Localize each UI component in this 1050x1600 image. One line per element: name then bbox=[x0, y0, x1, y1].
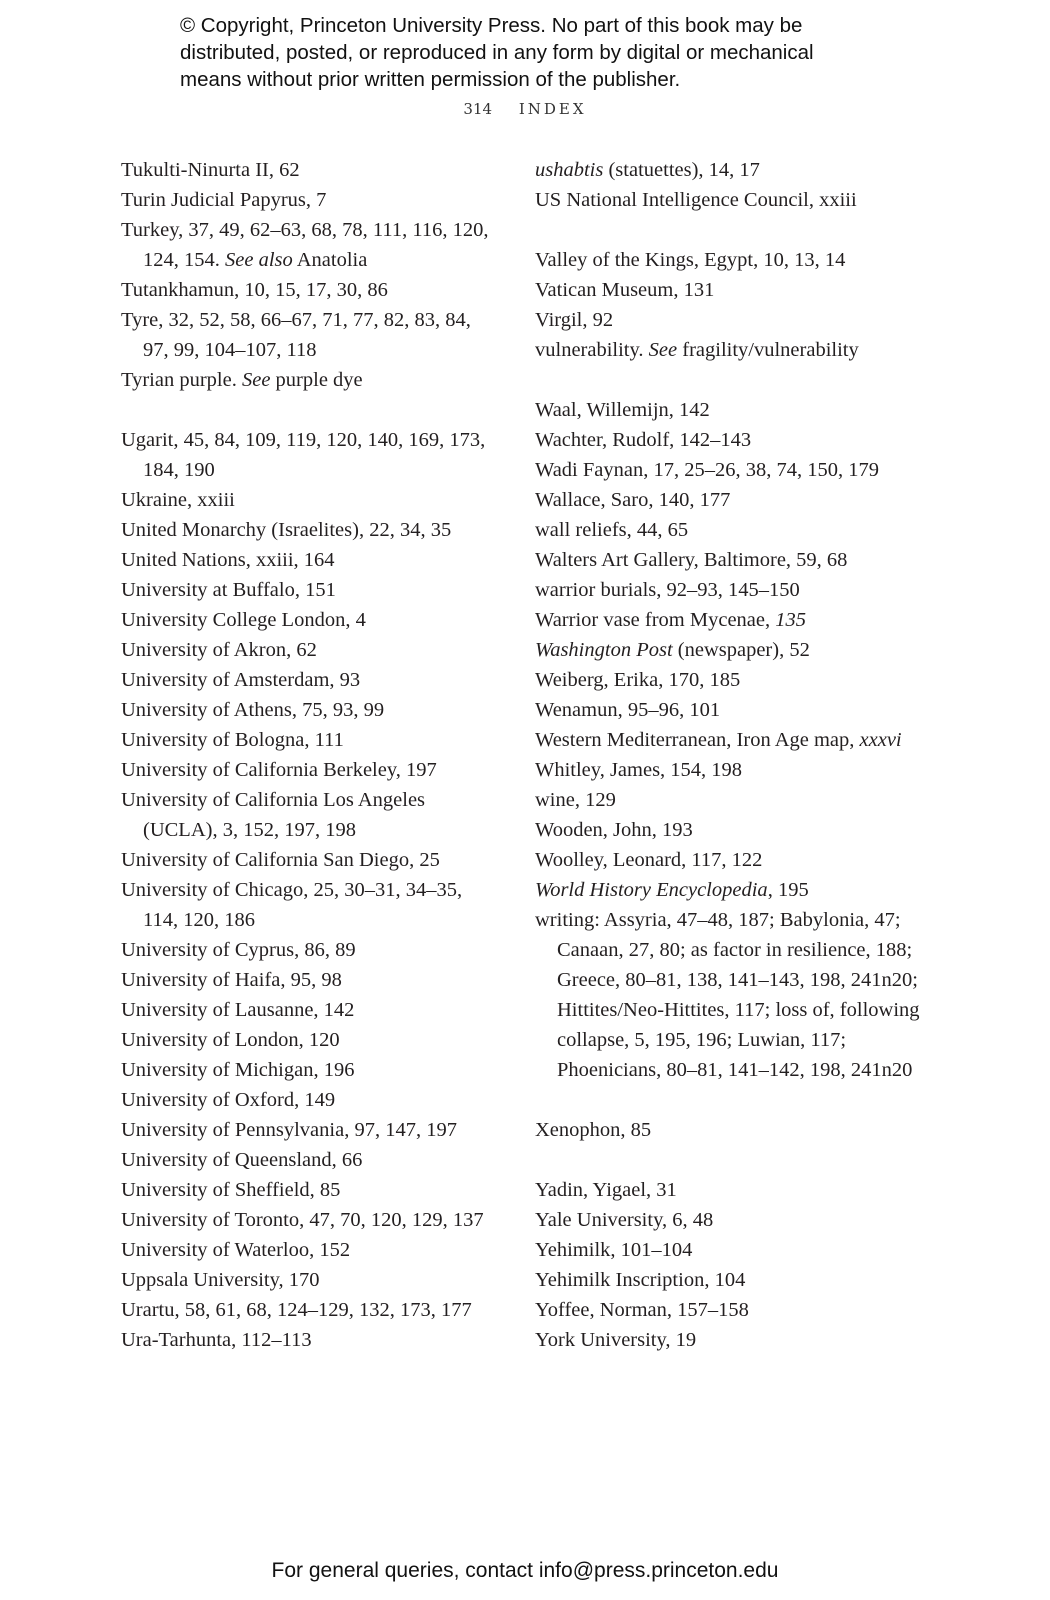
index-entry-text: vulnerability. bbox=[535, 339, 649, 361]
index-entry bbox=[121, 875, 501, 935]
index-entry bbox=[121, 485, 501, 515]
index-entry-text: Yale University, 6, 48 bbox=[535, 1209, 714, 1231]
index-entry bbox=[121, 305, 501, 365]
index-entry-text: Tyre, 32, 52, 58, 66–67, 71, 77, 82, 83, 84, 97, 99, 104–107, 118 bbox=[121, 309, 471, 361]
index-entry-text: Turkey, 37, 49, 62–63, 68, 78, 111, 116, 120, 124, 154. bbox=[121, 219, 489, 271]
index-entry-text: Ugarit, 45, 84, 109, 119, 120, 140, 169, 173, 184, 190 bbox=[121, 429, 486, 481]
index-entry bbox=[121, 1205, 501, 1235]
index-entry-text: writing: Assyria, 47–48, 187; Babylonia, 47; Canaan, 27, 80; as factor in resilience, 188; Greece, 80–81, 138, 141–143, 198, 241n20; Hittites/Neo-Hittites, 117; loss of, following collapse, 5, 195, 196; Luwian, 117; Phoenicians, 80–81, 141–142, 198, 241n20 bbox=[535, 909, 920, 1081]
index-entry bbox=[535, 665, 930, 695]
index-entry-text: University of Lausanne, 142 bbox=[121, 999, 355, 1021]
index-entry bbox=[121, 545, 501, 575]
index-entry bbox=[121, 755, 501, 785]
copyright-line-1: © Copyright, Princeton University Press. No part of this book may be bbox=[180, 14, 803, 37]
index-entry bbox=[535, 545, 930, 575]
index-entry bbox=[535, 1325, 930, 1355]
index-entry bbox=[535, 245, 930, 275]
index-entry-text: Vatican Museum, 131 bbox=[535, 279, 715, 301]
index-entry bbox=[535, 1265, 930, 1295]
index-entry bbox=[121, 425, 501, 485]
index-entry bbox=[121, 1145, 501, 1175]
index-entry bbox=[121, 1175, 501, 1205]
index-entry bbox=[121, 1325, 501, 1355]
index-entry-italic: See bbox=[241, 369, 271, 391]
index-entry bbox=[121, 665, 501, 695]
index-entry bbox=[535, 305, 930, 335]
index-entry bbox=[121, 1295, 501, 1325]
index-entry-text: warrior burials, 92–93, 145–150 bbox=[535, 579, 800, 601]
index-entry bbox=[535, 695, 930, 725]
index-entry-text: Valley of the Kings, Egypt, 10, 13, 14 bbox=[535, 249, 846, 271]
index-entry-text: University of Sheffield, 85 bbox=[121, 1179, 341, 1201]
index-entry bbox=[121, 605, 501, 635]
index-entry bbox=[121, 935, 501, 965]
index-entry bbox=[535, 1175, 930, 1205]
index-entry-text: University College London, 4 bbox=[121, 609, 366, 631]
index-entry-text: Uppsala University, 170 bbox=[121, 1269, 320, 1291]
index-entry-text: (statuettes), 14, 17 bbox=[603, 159, 760, 181]
letter-group-gap bbox=[535, 215, 930, 245]
index-entry-text: University of Michigan, 196 bbox=[121, 1059, 355, 1081]
index-entry-text: Virgil, 92 bbox=[535, 309, 614, 331]
index-entry-italic: World History Encyclopedia bbox=[535, 879, 768, 901]
index-entry-italic: xxxvi bbox=[859, 729, 902, 751]
index-entry-text: Yehimilk, 101–104 bbox=[535, 1239, 693, 1261]
index-entry bbox=[535, 515, 930, 545]
index-entry-text: Tyrian purple. bbox=[121, 369, 242, 391]
index-entry bbox=[121, 725, 501, 755]
index-entry bbox=[535, 755, 930, 785]
index-entry-text: , 195 bbox=[767, 879, 809, 901]
index-entry-text: University of Chicago, 25, 30–31, 34–35, 114, 120, 186 bbox=[121, 879, 463, 931]
index-entry bbox=[535, 1235, 930, 1265]
index-entry bbox=[121, 1085, 501, 1115]
copyright-line-3: means without prior written permission of the publisher. bbox=[180, 68, 681, 91]
index-entry bbox=[535, 605, 930, 635]
index-entry-italic: 135 bbox=[775, 609, 807, 631]
index-entry-text: University of Oxford, 149 bbox=[121, 1089, 336, 1111]
index-entry bbox=[121, 185, 501, 215]
index-entry-italic: See bbox=[648, 339, 678, 361]
index-entry-text: University of Akron, 62 bbox=[121, 639, 317, 661]
index-entry bbox=[121, 515, 501, 545]
index-entry bbox=[535, 155, 930, 185]
index-entry-text: University of Cyprus, 86, 89 bbox=[121, 939, 356, 961]
index-entry-text: Whitley, James, 154, 198 bbox=[535, 759, 743, 781]
running-head bbox=[0, 100, 1050, 118]
index-entry-text: University of Haifa, 95, 98 bbox=[121, 969, 342, 991]
index-entry-text: Walters Art Gallery, Baltimore, 59, 68 bbox=[535, 549, 848, 571]
index-entry-text: University of Pennsylvania, 97, 147, 197 bbox=[121, 1119, 457, 1141]
index-entry-text: Tutankhamun, 10, 15, 17, 30, 86 bbox=[121, 279, 388, 301]
index-entry bbox=[121, 1235, 501, 1265]
index-entry bbox=[535, 425, 930, 455]
index-entry bbox=[121, 635, 501, 665]
index-entry bbox=[535, 1295, 930, 1325]
letter-group-gap bbox=[535, 365, 930, 395]
index-entry bbox=[121, 275, 501, 305]
index-entry bbox=[535, 635, 930, 665]
copyright-line-2: distributed, posted, or reproduced in any form by digital or mechanical bbox=[180, 41, 814, 64]
index-entry-text: University of California Los Angeles (UCLA), 3, 152, 197, 198 bbox=[121, 789, 426, 841]
index-entry-text: Tukulti-Ninurta II, 62 bbox=[121, 159, 300, 181]
index-entry-text: US National Intelligence Council, xxiii bbox=[535, 189, 857, 211]
index-entry bbox=[121, 365, 501, 395]
index-entry bbox=[121, 695, 501, 725]
index-entry-text: Yadin, Yigael, 31 bbox=[535, 1179, 677, 1201]
index-entry-text: (newspaper), 52 bbox=[672, 639, 810, 661]
index-entry bbox=[121, 1115, 501, 1145]
index-entry-text: Yoffee, Norman, 157–158 bbox=[535, 1299, 749, 1321]
index-entry-text: Urartu, 58, 61, 68, 124–129, 132, 173, 177 bbox=[121, 1299, 472, 1321]
index-entry-text: United Monarchy (Israelites), 22, 34, 35 bbox=[121, 519, 452, 541]
index-entry-text: Wallace, Saro, 140, 177 bbox=[535, 489, 731, 511]
index-entry bbox=[121, 1025, 501, 1055]
index-entry bbox=[535, 785, 930, 815]
page-number: 314 bbox=[463, 100, 493, 118]
index-entry bbox=[535, 815, 930, 845]
index-entry bbox=[535, 335, 930, 365]
index-entry-text: Wenamun, 95–96, 101 bbox=[535, 699, 721, 721]
index-entry-text: University of California San Diego, 25 bbox=[121, 849, 440, 871]
index-entry-text: Warrior vase from Mycenae, bbox=[535, 609, 776, 631]
index-entry-italic: ushabtis bbox=[535, 159, 604, 181]
index-entry bbox=[535, 275, 930, 305]
index-entry-italic: See also bbox=[225, 249, 293, 271]
index-entry bbox=[535, 395, 930, 425]
index-entry-text: wall reliefs, 44, 65 bbox=[535, 519, 689, 541]
index-entry-text: Waal, Willemijn, 142 bbox=[535, 399, 710, 421]
index-entry-text: York University, 19 bbox=[535, 1329, 697, 1351]
index-entry bbox=[535, 875, 930, 905]
index-entry bbox=[535, 185, 930, 215]
index-entry-text: University of London, 120 bbox=[121, 1029, 340, 1051]
index-entry bbox=[535, 1115, 930, 1145]
index-entry-text: Xenophon, 85 bbox=[535, 1119, 652, 1141]
index-entry-text: Wooden, John, 193 bbox=[535, 819, 693, 841]
letter-group-gap bbox=[121, 395, 501, 425]
index-entry-text: Woolley, Leonard, 117, 122 bbox=[535, 849, 763, 871]
index-entry bbox=[121, 155, 501, 185]
index-entry bbox=[121, 575, 501, 605]
index-entry bbox=[121, 1265, 501, 1295]
index-entry bbox=[535, 905, 930, 1085]
index-entry bbox=[535, 575, 930, 605]
index-entry bbox=[121, 965, 501, 995]
letter-group-gap bbox=[535, 1145, 930, 1175]
index-entry bbox=[121, 995, 501, 1025]
index-entry bbox=[121, 1055, 501, 1085]
index-entry-text: University of Waterloo, 152 bbox=[121, 1239, 351, 1261]
index-entry-text: University of California Berkeley, 197 bbox=[121, 759, 437, 781]
footer-contact: For general queries, contact info@press.princeton.edu bbox=[271, 1559, 779, 1582]
index-entry bbox=[535, 455, 930, 485]
index-entry-text: Wadi Faynan, 17, 25–26, 38, 74, 150, 179 bbox=[535, 459, 879, 481]
index-entry bbox=[121, 845, 501, 875]
index-entry-text: University of Queensland, 66 bbox=[121, 1149, 363, 1171]
index-entry-text: University of Bologna, 111 bbox=[121, 729, 344, 751]
index-entry-text: University of Athens, 75, 93, 99 bbox=[121, 699, 385, 721]
index-entry-text: Weiberg, Erika, 170, 185 bbox=[535, 669, 741, 691]
index-entry bbox=[535, 725, 930, 755]
index-entry bbox=[535, 1205, 930, 1235]
section-title: INDEX bbox=[518, 100, 587, 118]
index-entry-text: Western Mediterranean, Iron Age map, bbox=[535, 729, 860, 751]
index-entry-text: Ukraine, xxiii bbox=[121, 489, 235, 511]
index-entry-italic: Washington Post bbox=[535, 639, 673, 661]
index-entry bbox=[535, 845, 930, 875]
index-entry-text: Yehimilk Inscription, 104 bbox=[535, 1269, 746, 1291]
index-entry bbox=[535, 485, 930, 515]
index-entry-text: University of Amsterdam, 93 bbox=[121, 669, 361, 691]
index-entry-text: fragility/vulnerability bbox=[677, 339, 859, 361]
index-entry-text: wine, 129 bbox=[535, 789, 616, 811]
index-entry-text: Wachter, Rudolf, 142–143 bbox=[535, 429, 752, 451]
letter-group-gap bbox=[535, 1085, 930, 1115]
index-entry-text: University at Buffalo, 151 bbox=[121, 579, 336, 601]
index-entry bbox=[121, 785, 501, 845]
index-entry-text: Turin Judicial Papyrus, 7 bbox=[121, 189, 327, 211]
index-entry-text: United Nations, xxiii, 164 bbox=[121, 549, 335, 571]
index-column-right bbox=[535, 155, 930, 1355]
index-entry bbox=[121, 215, 501, 275]
index-column-left bbox=[121, 155, 501, 1355]
index-entry-text: University of Toronto, 47, 70, 120, 129, 137 bbox=[121, 1209, 484, 1231]
copyright-notice bbox=[180, 12, 920, 93]
index-entry-text: Anatolia bbox=[292, 249, 368, 271]
index-entry-text: purple dye bbox=[270, 369, 363, 391]
index-entry-text: Ura-Tarhunta, 112–113 bbox=[121, 1329, 312, 1351]
